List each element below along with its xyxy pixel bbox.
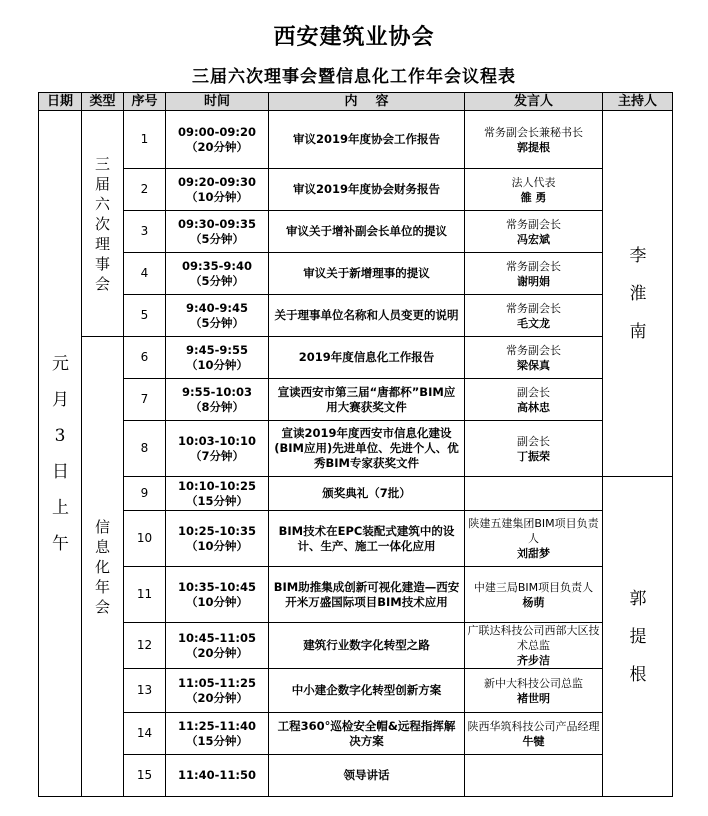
content-cell: 颁奖典礼（7批） bbox=[269, 477, 465, 511]
speaker-cell bbox=[465, 337, 603, 379]
content-cell: 2019年度信息化工作报告 bbox=[269, 337, 465, 379]
time-duration: （15分钟） bbox=[185, 733, 248, 748]
seq-cell: 6 bbox=[124, 337, 166, 379]
agenda-row bbox=[39, 379, 673, 421]
type-label: 三届六次理事会 bbox=[94, 154, 110, 293]
time-duration: （8分钟） bbox=[189, 399, 244, 414]
speaker-name: 冯宏斌 bbox=[517, 232, 550, 246]
agenda-row bbox=[39, 755, 673, 797]
speaker-role: 常务副会长兼秘书长 bbox=[484, 125, 583, 139]
time-range: 9:55-10:03 bbox=[182, 384, 252, 399]
time-cell bbox=[166, 379, 269, 421]
speaker-name: 高林忠 bbox=[517, 400, 550, 414]
host-name: 李淮南 bbox=[629, 245, 647, 342]
seq-cell: 5 bbox=[124, 295, 166, 337]
header-speaker: 发言人 bbox=[465, 93, 603, 111]
agenda-row bbox=[39, 337, 673, 379]
time-cell bbox=[166, 253, 269, 295]
time-cell bbox=[166, 211, 269, 253]
speaker-cell bbox=[465, 567, 603, 623]
seq-cell: 8 bbox=[124, 421, 166, 477]
speaker-cell bbox=[465, 477, 603, 511]
time-cell bbox=[166, 111, 269, 169]
seq-cell: 14 bbox=[124, 713, 166, 755]
speaker-name: 齐步洁 bbox=[517, 654, 550, 667]
agenda-row bbox=[39, 295, 673, 337]
agenda-row bbox=[39, 211, 673, 253]
content-cell: BIM助推集成创新可视化建造—西安开米万盛国际项目BIM技术应用 bbox=[269, 567, 465, 623]
time-cell bbox=[166, 421, 269, 477]
host-name: 郭提根 bbox=[629, 588, 647, 685]
header-seq: 序号 bbox=[124, 93, 166, 111]
agenda-row bbox=[39, 253, 673, 295]
speaker-role: 副会长 bbox=[517, 434, 550, 448]
agenda-row bbox=[39, 623, 673, 669]
agenda-row bbox=[39, 567, 673, 623]
seq-cell: 9 bbox=[124, 477, 166, 511]
speaker-cell bbox=[465, 295, 603, 337]
type-cell bbox=[82, 337, 124, 797]
speaker-name: 毛文龙 bbox=[517, 316, 550, 330]
content-cell: 宣读2019年度西安市信息化建设(BIM应用)先进单位、先进个人、优秀BIM专家获奖文件 bbox=[269, 421, 465, 477]
agenda-subtitle: 三届六次理事会暨信息化工作年会议程表 bbox=[192, 67, 516, 87]
time-range: 10:45-11:05 bbox=[178, 630, 256, 645]
content-cell: BIM技术在EPC装配式建筑中的设计、生产、施工一体化应用 bbox=[269, 511, 465, 567]
header-row bbox=[39, 93, 673, 111]
seq-cell: 4 bbox=[124, 253, 166, 295]
agenda-table bbox=[38, 92, 673, 797]
speaker-cell bbox=[465, 379, 603, 421]
time-range: 10:35-10:45 bbox=[178, 579, 256, 594]
content-cell: 领导讲话 bbox=[269, 755, 465, 797]
content-cell: 中小建企数字化转型创新方案 bbox=[269, 669, 465, 713]
speaker-cell bbox=[465, 669, 603, 713]
seq-cell: 11 bbox=[124, 567, 166, 623]
content-cell: 审议关于增补副会长单位的提议 bbox=[269, 211, 465, 253]
seq-cell: 12 bbox=[124, 623, 166, 669]
time-duration: （10分钟） bbox=[185, 189, 248, 204]
time-range: 10:03-10:10 bbox=[178, 433, 256, 448]
seq-cell: 15 bbox=[124, 755, 166, 797]
speaker-role: 常务副会长 bbox=[506, 217, 561, 231]
speaker-name: 丁振荣 bbox=[517, 449, 550, 463]
agenda-row bbox=[39, 669, 673, 713]
time-duration: （10分钟） bbox=[185, 594, 248, 609]
time-range: 9:40-9:45 bbox=[186, 300, 248, 315]
seq-cell: 7 bbox=[124, 379, 166, 421]
time-duration: （5分钟） bbox=[189, 231, 244, 246]
speaker-role: 常务副会长 bbox=[506, 259, 561, 273]
speaker-role: 中建三局BIM项目负责人 bbox=[473, 580, 594, 594]
agenda-row bbox=[39, 421, 673, 477]
speaker-role: 陕西华筑科技公司产品经理 bbox=[467, 719, 600, 733]
speaker-cell bbox=[465, 111, 603, 169]
time-duration: （15分钟） bbox=[185, 493, 248, 508]
date-cell bbox=[39, 111, 82, 797]
time-cell bbox=[166, 623, 269, 669]
type-cell bbox=[82, 111, 124, 337]
time-range: 09:30-09:35 bbox=[178, 216, 256, 231]
header-content: 内 容 bbox=[269, 93, 465, 111]
time-duration: （20分钟） bbox=[185, 645, 248, 660]
content-cell: 关于理事单位名称和人员变更的说明 bbox=[269, 295, 465, 337]
time-duration: （5分钟） bbox=[189, 315, 244, 330]
agenda-row bbox=[39, 169, 673, 211]
time-cell bbox=[166, 755, 269, 797]
time-duration: （20分钟） bbox=[185, 139, 248, 154]
seq-cell: 3 bbox=[124, 211, 166, 253]
content-cell: 审议2019年度协会财务报告 bbox=[269, 169, 465, 211]
speaker-role: 广联达科技公司西部大区技术总监 bbox=[467, 624, 600, 652]
speaker-cell bbox=[465, 253, 603, 295]
host-cell bbox=[603, 111, 673, 477]
time-cell bbox=[166, 511, 269, 567]
speaker-role: 副会长 bbox=[517, 385, 550, 399]
time-cell bbox=[166, 567, 269, 623]
content-cell: 宣读西安市第三届“唐都杯”BIM应用大赛获奖文件 bbox=[269, 379, 465, 421]
time-cell bbox=[166, 169, 269, 211]
content-cell: 工程360°巡检安全帽&远程指挥解决方案 bbox=[269, 713, 465, 755]
speaker-cell bbox=[465, 421, 603, 477]
speaker-name: 牛犍 bbox=[522, 734, 545, 748]
time-range: 11:40-11:50 bbox=[178, 768, 256, 782]
agenda-row bbox=[39, 511, 673, 567]
time-range: 11:05-11:25 bbox=[178, 675, 256, 690]
type-label: 信息化年会 bbox=[94, 517, 110, 616]
speaker-role: 新中大科技公司总监 bbox=[484, 676, 583, 690]
header-date: 日期 bbox=[39, 93, 82, 111]
date-label: 元月3日上午 bbox=[52, 353, 69, 554]
time-duration: （20分钟） bbox=[185, 690, 248, 705]
speaker-cell bbox=[465, 755, 603, 797]
time-range: 09:00-09:20 bbox=[178, 124, 256, 139]
time-range: 9:45-9:55 bbox=[186, 342, 248, 357]
page-title: 西安建筑业协会 bbox=[273, 24, 435, 50]
seq-cell: 1 bbox=[124, 111, 166, 169]
speaker-role: 常务副会长 bbox=[506, 301, 561, 315]
seq-cell: 2 bbox=[124, 169, 166, 211]
speaker-name: 郭提根 bbox=[517, 140, 550, 154]
agenda-row bbox=[39, 111, 673, 169]
time-cell bbox=[166, 295, 269, 337]
speaker-name: 谢明娟 bbox=[517, 274, 550, 288]
speaker-name: 雒 勇 bbox=[520, 190, 547, 204]
time-cell bbox=[166, 713, 269, 755]
agenda-row bbox=[39, 713, 673, 755]
host-cell bbox=[603, 477, 673, 797]
speaker-role: 常务副会长 bbox=[506, 343, 561, 357]
speaker-name: 褚世明 bbox=[517, 691, 550, 705]
speaker-role: 法人代表 bbox=[511, 175, 556, 189]
time-cell bbox=[166, 669, 269, 713]
time-duration: （10分钟） bbox=[185, 538, 248, 553]
speaker-cell bbox=[465, 623, 603, 669]
time-range: 09:35-9:40 bbox=[182, 258, 252, 273]
speaker-name: 刘甜梦 bbox=[517, 547, 550, 560]
time-duration: （7分钟） bbox=[189, 448, 244, 463]
content-cell: 审议2019年度协会工作报告 bbox=[269, 111, 465, 169]
time-range: 10:10-10:25 bbox=[178, 478, 256, 493]
header-type: 类型 bbox=[82, 93, 124, 111]
seq-cell: 13 bbox=[124, 669, 166, 713]
time-duration: （5分钟） bbox=[189, 273, 244, 288]
time-range: 10:25-10:35 bbox=[178, 523, 256, 538]
content-cell: 审议关于新增理事的提议 bbox=[269, 253, 465, 295]
speaker-role: 陕建五建集团BIM项目负责人 bbox=[468, 517, 599, 545]
agenda-row bbox=[39, 477, 673, 511]
speaker-cell bbox=[465, 511, 603, 567]
time-range: 11:25-11:40 bbox=[178, 718, 256, 733]
time-cell bbox=[166, 337, 269, 379]
time-duration: （10分钟） bbox=[185, 357, 248, 372]
time-cell bbox=[166, 477, 269, 511]
speaker-name: 梁保真 bbox=[517, 358, 550, 372]
content-cell: 建筑行业数字化转型之路 bbox=[269, 623, 465, 669]
speaker-cell bbox=[465, 211, 603, 253]
header-host: 主持人 bbox=[603, 93, 673, 111]
header-time: 时间 bbox=[166, 93, 269, 111]
speaker-name: 杨萌 bbox=[522, 595, 545, 609]
time-range: 09:20-09:30 bbox=[178, 174, 256, 189]
speaker-cell bbox=[465, 713, 603, 755]
speaker-cell bbox=[465, 169, 603, 211]
seq-cell: 10 bbox=[124, 511, 166, 567]
